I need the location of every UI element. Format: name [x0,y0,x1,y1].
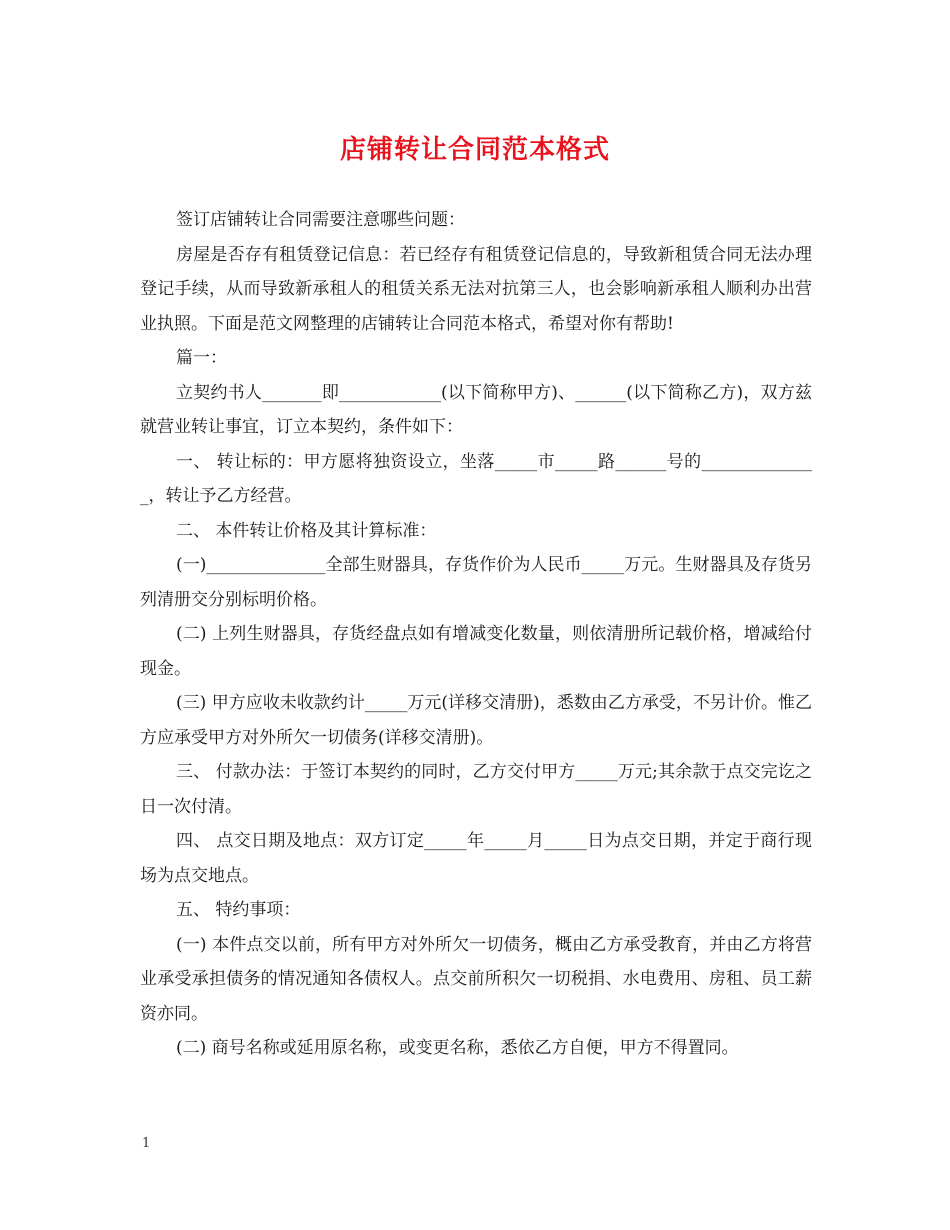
paragraph-clause-2: 二、 本件转让价格及其计算标准： [176,520,437,541]
paragraph-clause-5-item-1: (一) 本件点交以前，所有甲方对外所欠一切债务，概由乙方承受教育，并由乙方将营业承受承担债务的情况通知各债权人。点交前所积欠一切税捐、水电费用、房租、员工薪资亦同。 [140,934,812,1024]
paragraph-part-one-heading: 篇一： [176,348,227,368]
paragraph-clause-3: 三、 付款办法：于签订本契约的同时，乙方交付甲方_____万元;其余款于点交完讫之日一次付清。 [140,762,812,817]
paragraph-clause-2-item-3: (三) 甲方应收未收款约计_____万元(详移交清册)，悉数由乙方承受，不另计价。惟乙方应承受甲方对外所欠一切债务(详移交清册)。 [140,693,812,748]
paragraph-clause-4: 四、 点交日期及地点：双方订定_____年_____月_____日为点交日期，并定于商行现场为点交地点。 [140,831,812,886]
paragraph-notice-heading: 签订店铺转让合同需要注意哪些问题： [176,210,465,230]
paragraph-introduction: 房屋是否存有租赁登记信息：若已经存有租赁登记信息的，导致新租赁合同无法办理登记手续，从而导致新承租人的租赁关系无法对抗第三人，也会影响新承租人顺利办出营业执照。下面是范文网整理的店铺转让合同范本格式，希望对你有帮助! [140,244,812,334]
paragraph-clause-1: 一、 转让标的：甲方愿将独资设立，坐落_____市_____路______号的______________，转让予乙方经营。 [140,451,812,506]
paragraph-clause-2-item-2: (二) 上列生财器具，存货经盘点如有增减变化数量，则依清册所记载价格，增减给付现金。 [140,624,812,679]
paragraph-clause-2-item-1: (一)______________全部生财器具，存货作价为人民币_____万元。生财器具及存货另列清册交分别标明价格。 [140,555,812,610]
document-title: 店铺转让合同范本格式 [339,135,610,165]
document-body [140,203,812,1066]
page-number: 1 [142,1136,151,1151]
paragraph-clause-5-item-2: (二) 商号名称或延用原名称，或变更名称，悉依乙方自便，甲方不得置同。 [176,1038,739,1058]
paragraph-clause-5: 五、 特约事项： [176,900,301,920]
paragraph-parties: 立契约书人_______即____________(以下简称甲方)、______(以下简称乙方)，双方兹就营业转让事宜，订立本契约，条件如下： [140,382,812,437]
